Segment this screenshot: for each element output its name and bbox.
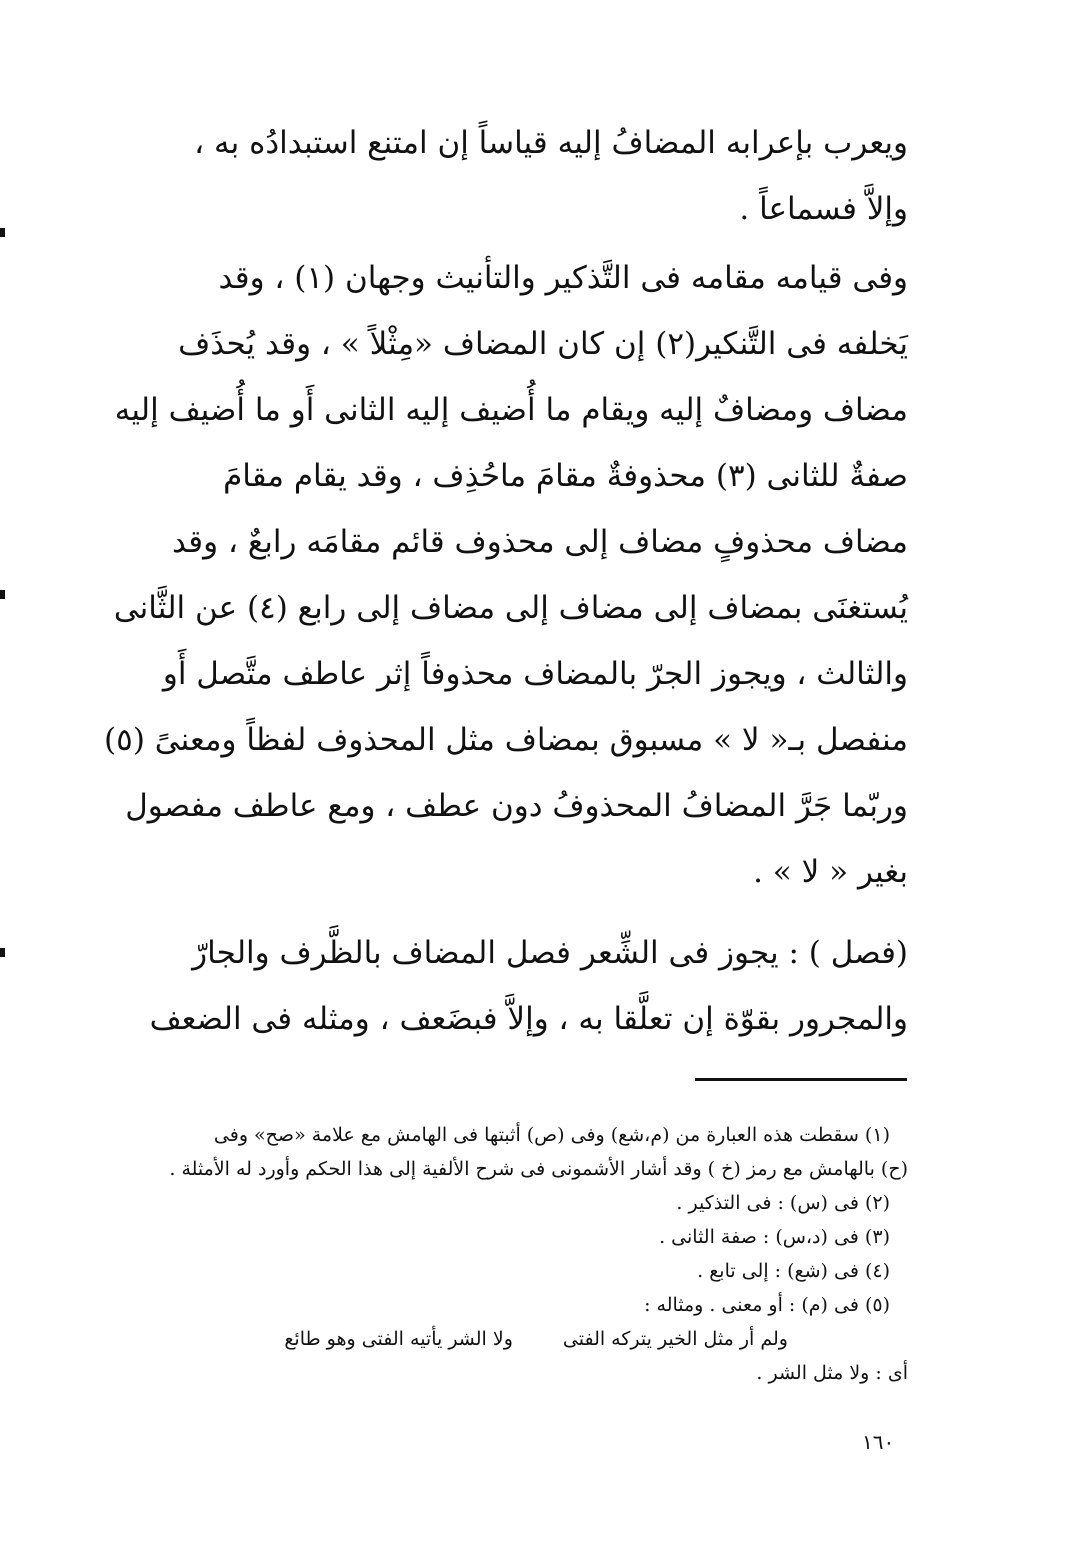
- paragraph-3: [149, 920, 908, 1052]
- text-line: والمجرور بقوّة إن تعلَّقا به ، وإلاَّ فبضَعف ، ومثله فى الضعف: [149, 1001, 908, 1037]
- verse-hemistich-2: ولا الشر يأتيه الفتى وهو طائع: [284, 1328, 513, 1350]
- margin-mark: [0, 590, 5, 599]
- text-line: ويعرب بإعرابه المضافُ إليه قياساً إن امتنع استبدادُه به ،: [194, 125, 908, 161]
- footnote-1-continued: (ح) بالهامش مع رمز (خ ) وقد أشار الأشمونى فى شرح الألفية إلى هذا الحكم وأورد له الأمثلة .: [169, 1158, 908, 1180]
- paragraph-1: [160, 110, 908, 242]
- text-line: (فصل ) : يجوز فى الشِّعر فصل المضاف بالظَّرف والجارّ: [192, 935, 908, 971]
- footnote-4: (٤) فى (شع) : إلى تابع .: [697, 1260, 890, 1282]
- text-line: وإلاَّ فسماعاً .: [739, 191, 908, 227]
- paragraph-2: [104, 245, 908, 905]
- text-line: مضاف محذوفٍ مضاف إلى محذوف قائم مقامَه رابعٌ ، وقد: [172, 524, 908, 560]
- footnote-5-gloss: أى : ولا مثل الشر .: [756, 1362, 908, 1384]
- footnotes: [160, 1118, 908, 1390]
- footnote-2: (٢) فى (س) : فى التذكير .: [676, 1192, 890, 1214]
- text-line: صفةٌ للثانى (٣) محذوفةٌ مقامَ ماحُذِف ، وقد يقام مقامَ: [223, 458, 908, 494]
- text-line: والثالث ، ويجوز الجرّ بالمضاف محذوفاً إثر عاطف متَّصل أَو: [162, 656, 908, 692]
- page-number: ١٦٠: [862, 1430, 895, 1454]
- margin-mark: [0, 948, 5, 957]
- verse-hemistich-1: ولم أر مثل الخير يتركه الفتى: [562, 1328, 788, 1350]
- text-line: يَخلفه فى التَّنكير(٢) إن كان المضاف «مِثْلاً » ، وقد يُحذَف: [178, 326, 908, 362]
- footnote-separator: [695, 1078, 907, 1081]
- margin-mark: [0, 228, 5, 237]
- text-line: يُستغنَى بمضاف إلى مضاف إلى مضاف إلى رابع (٤) عن الثَّانى: [113, 590, 908, 626]
- text-line: وربّما جَرَّ المضافُ المحذوفُ دون عطف ، ومع عاطف مفصول: [125, 788, 908, 824]
- footnote-1: (١) سقطت هذه العبارة من (م،شع) وفى (ص) أثبتها فى الهامش مع علامة «صح» وفى: [213, 1124, 890, 1146]
- text-line: بغير « لا » .: [753, 854, 908, 890]
- footnote-verse: [160, 1322, 908, 1356]
- text-line: وفى قيامه مقامه فى التَّذكير والتأنيث وجهان (١) ، وقد: [218, 260, 908, 296]
- text-line: منفصل بـ« لا » مسبوق بمضاف مثل المحذوف لفظاً ومعنىً (٥): [104, 722, 908, 758]
- footnote-3: (٣) فى (د،س) : صفة الثانى .: [659, 1226, 890, 1248]
- text-line: مضاف ومضافٌ إليه ويقام ما أُضيف إليه الثانى أَو ما أُضيف إليه: [114, 392, 908, 428]
- footnote-5: (٥) فى (م) : أو معنى . ومثاله :: [644, 1294, 890, 1316]
